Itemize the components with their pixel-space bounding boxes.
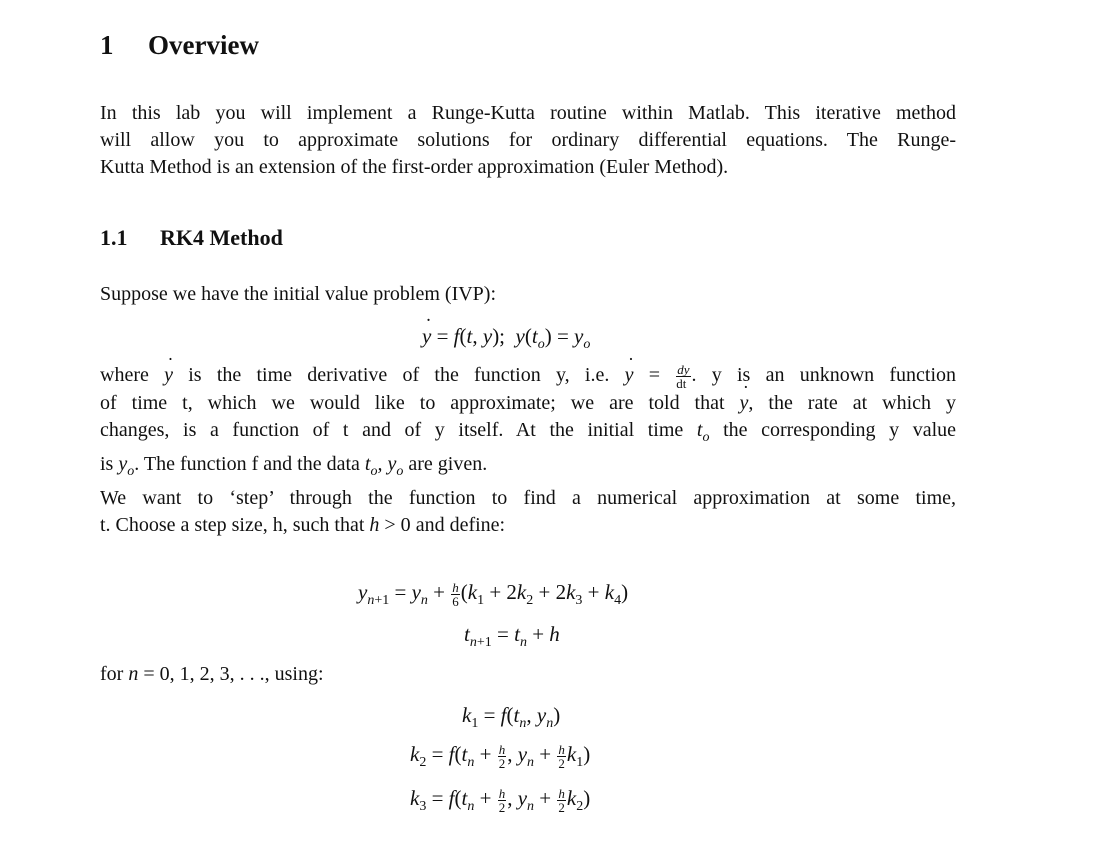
intro-line-3: Kutta Method is an extension of the first-order approximation (Euler Method). xyxy=(100,156,729,178)
k2-equation: $k_2 = f(t_n$ + $\frac{h}{2}$ , $y_n$ + $\frac{h}{2}$ $k_1$) xyxy=(410,741,591,771)
where-l1-a: where xyxy=(100,364,149,386)
intro-paragraph xyxy=(100,100,956,181)
where-paragraph xyxy=(100,362,956,485)
where-l3-a: changes, is a function of t and of y itself. At the initial time xyxy=(100,418,684,441)
where-l2-b: , the rate at which y xyxy=(748,391,957,414)
where-line-2: of time t, which we would like to approximate; we are told that y ˙, the rate at which y xyxy=(100,390,956,417)
step-line-2-tail: and define: xyxy=(415,514,506,536)
subsection-number: 1.1 xyxy=(100,225,128,250)
where-line-4: is $y_o$. The function f and the data $t_o$, $y_o$ are given. xyxy=(100,452,488,479)
where-l1-c: y is an unknown function xyxy=(711,364,957,386)
intro-line-2: will allow you to approximate solutions for ordinary differential equations. The Runge- xyxy=(100,129,956,151)
for-suffix: using: xyxy=(274,663,324,685)
where-l1-b: is the time derivative of the function y, i.e. xyxy=(188,364,610,386)
ivp-intro-paragraph xyxy=(100,281,956,308)
subsection-title: RK4 Method xyxy=(160,225,283,250)
intro-line-1: In this lab you will implement a Runge-Kutta routine within Matlab. This iterative method xyxy=(100,102,956,124)
where-l3-b: the corresponding y value xyxy=(723,418,957,441)
ivp-equation: y ˙ = f(t, y); $y(t_o) = y_o$ xyxy=(422,324,590,353)
k3-equation: $k_3 = f(t_n$ + $\frac{h}{2}$ , $y_n$ + $\frac{h}{2}$ $k_2$) xyxy=(410,785,591,815)
step-line-1: We want to ‘step’ through the function to find a numerical approximation at some time, xyxy=(100,487,956,509)
for-prefix: for xyxy=(100,663,124,685)
where-l4-c: are given. xyxy=(408,452,488,475)
ivp-intro-line: Suppose we have the initial value problem (IVP): xyxy=(100,283,497,305)
step-line-2: t. Choose a step size, h, such that h > 0 and define: xyxy=(100,514,506,536)
step-paragraph xyxy=(100,485,956,539)
where-line-3: changes, is a function of t and of y itself. At the initial time $t_o$ the corresponding y value xyxy=(100,418,957,445)
time-update-equation: $t_{n+1} = t_n + h$ xyxy=(464,622,560,650)
for-line-text: for n = 0, 1, 2, 3, . . ., using: xyxy=(100,663,324,685)
subsection-heading xyxy=(100,225,283,251)
step-line-2-text: t. Choose a step size, h, such that xyxy=(100,514,365,536)
where-l2-a: of time t, which we would like to approximate; we are told that xyxy=(100,391,725,414)
rk4-update-equation: $y_{n+1} = y_n$ + $\frac{h}{6}$ $(k_1 + 2k_2 + 2k_3 + k_4)$ xyxy=(358,579,629,609)
k1-equation: $k_1 = f(t_n$, $y_n$) xyxy=(462,703,561,731)
where-line-1: where y ˙ is the time derivative of the function y, i.e. y ˙ = $\frac{dy}{dt}$ . y is an unknown function xyxy=(100,362,956,390)
section-title: Overview xyxy=(148,30,259,60)
for-line xyxy=(100,661,956,688)
section-heading xyxy=(100,30,259,61)
where-l4-a: is xyxy=(100,452,114,475)
section-number: 1 xyxy=(100,30,114,60)
where-l4-b: . The function f and the data xyxy=(134,452,360,475)
